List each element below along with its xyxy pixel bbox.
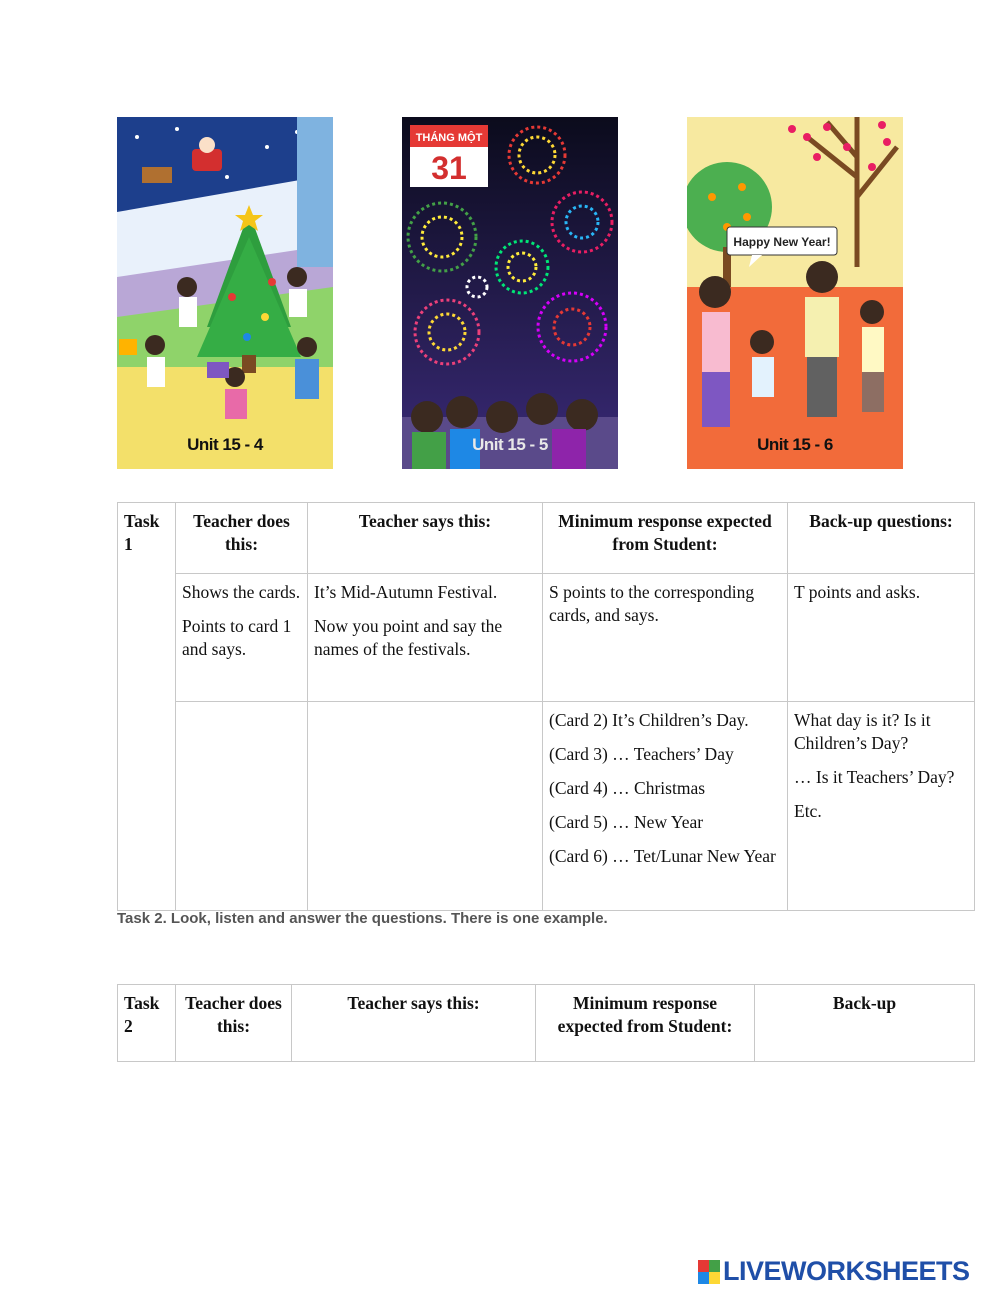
card-lunar-new-year — [687, 117, 903, 469]
text-line: Points to card 1 and says. — [182, 616, 292, 659]
cell-minimum-response — [543, 702, 788, 911]
cell-teacher-says — [308, 574, 543, 702]
cell-backup — [788, 702, 975, 911]
logo-text: LIVEWORKSHEETS — [723, 1256, 970, 1286]
header-minimum-response: Minimum response expected from Student: — [543, 503, 788, 574]
cell-teacher-says — [308, 702, 543, 911]
text-line: (Card 2) It’s Children’s Day. — [549, 710, 749, 730]
calendar-month: THÁNG MỘT — [415, 132, 483, 144]
task1-table — [117, 502, 975, 911]
fireworks-scene-illustration — [402, 117, 618, 469]
cell-backup — [788, 574, 975, 702]
text-line: What day is it? Is it Children’s Day? — [794, 710, 931, 753]
header-backup: Back-up — [755, 985, 975, 1062]
table-row — [118, 574, 975, 702]
christmas-scene-illustration — [117, 117, 333, 469]
card-label: Unit 15 - 6 — [757, 435, 833, 454]
card-christmas — [117, 117, 333, 469]
cell-teacher-does — [176, 702, 308, 911]
table-header-row — [118, 985, 975, 1062]
text-line: (Card 6) … Tet/Lunar New Year — [549, 846, 776, 866]
header-teacher-says: Teacher says this: — [308, 503, 543, 574]
header-minimum-response: Minimum response expected from Student: — [536, 985, 755, 1062]
header-backup-questions: Back-up questions: — [788, 503, 975, 574]
text-line: Shows the cards. — [182, 582, 301, 602]
task-number-cell: Task 2 — [118, 985, 176, 1062]
speech-bubble-text: Happy New Year! — [733, 235, 831, 249]
text-line: Etc. — [794, 801, 822, 821]
text-line: S points to the corresponding cards, and says. — [549, 582, 755, 625]
task2-table — [117, 984, 975, 1062]
text-line: … Is it Teachers’ Day? — [794, 767, 955, 787]
task-number-cell: Task 1 — [118, 503, 176, 911]
card-label: Unit 15 - 5 — [472, 435, 548, 454]
text-line: (Card 3) … Teachers’ Day — [549, 744, 734, 764]
lunar-new-year-scene-illustration — [687, 117, 903, 469]
card-label: Unit 15 - 4 — [187, 435, 263, 454]
text-line: (Card 4) … Christmas — [549, 778, 706, 798]
text-line: T points and asks. — [794, 582, 921, 602]
header-teacher-does: Teacher does this: — [176, 985, 292, 1062]
liveworksheets-logo[interactable] — [698, 1256, 970, 1287]
logo-icon — [698, 1260, 720, 1284]
calendar-day: 31 — [431, 150, 467, 186]
header-teacher-says: Teacher says this: — [292, 985, 536, 1062]
text-line: Now you point and say the names of the festivals. — [314, 616, 503, 659]
table-header-row — [118, 503, 975, 574]
task2-heading: Task 2. Look, listen and answer the questions. There is one example. — [117, 910, 608, 927]
cell-minimum-response — [543, 574, 788, 702]
text-line: It’s Mid-Autumn Festival. — [314, 582, 498, 602]
table-row — [118, 702, 975, 911]
card-fireworks — [402, 117, 618, 469]
cell-teacher-does — [176, 574, 308, 702]
text-line: (Card 5) … New Year — [549, 812, 704, 832]
header-teacher-does: Teacher does this: — [176, 503, 308, 574]
